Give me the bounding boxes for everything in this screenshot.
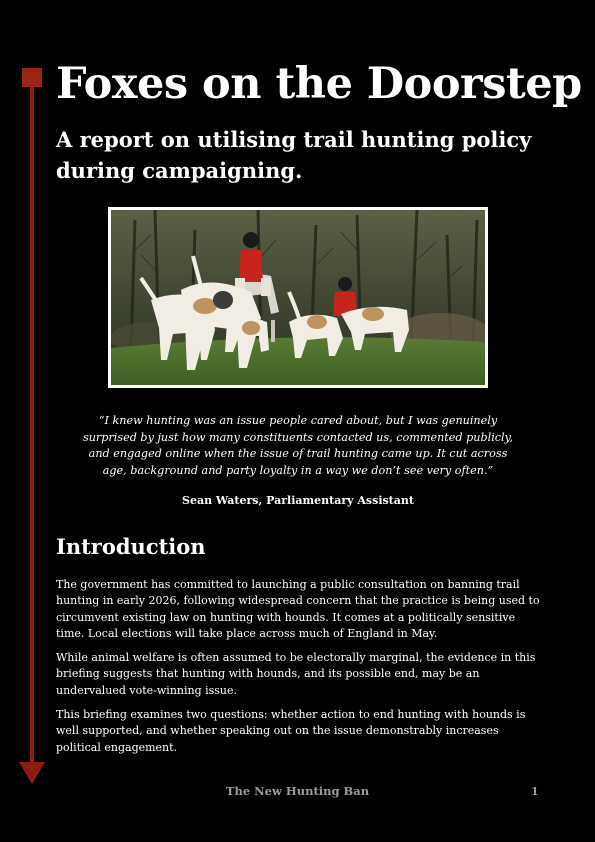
arrow-rule-square [22,68,42,87]
introduction-paragraph: The government has committed to launching a public consultation on banning trail hunting in early 2026, following widespread concern that the practice is being used to circumvent existing law on hunting with hounds. It comes at a politically sensitive time. Local elections will take place across much of England in May. [56,578,540,640]
arrow-rule-line [30,78,34,768]
hunt-photo [108,207,488,388]
report-subtitle: A report on utilising trail hunting policy during campaigning. [56,127,532,183]
introduction-heading: Introduction [56,534,206,559]
footer-title: The New Hunting Ban [225,784,370,798]
page-number: 1 [531,785,539,798]
testimonial-quote: “I knew hunting was an issue people cared about, but I was genuinely surprised by just how many constituents contacted us, commented publicly, and engaged online when the issue of trail hunting came up. It cut across age, background and party loyalty in a way we don’t see very often.” [82,414,514,477]
introduction-body [56,577,540,764]
introduction-paragraph: While animal welfare is often assumed to be electorally marginal, the evidence in this briefing suggests that hunting with hounds, and its possible end, may be an undervalued vote-winning issue. [56,651,536,697]
hunt-photo-illustration [111,210,485,385]
introduction-paragraph: This briefing examines two questions: whether action to end hunting with hounds is well supported, and whether speaking out on the issue demonstrably increases political engagement. [56,708,526,754]
quote-attribution: Sean Waters, Parliamentary Assistant [182,494,414,507]
arrow-rule-head [19,762,45,784]
report-title: Foxes on the Doorstep [56,59,582,109]
